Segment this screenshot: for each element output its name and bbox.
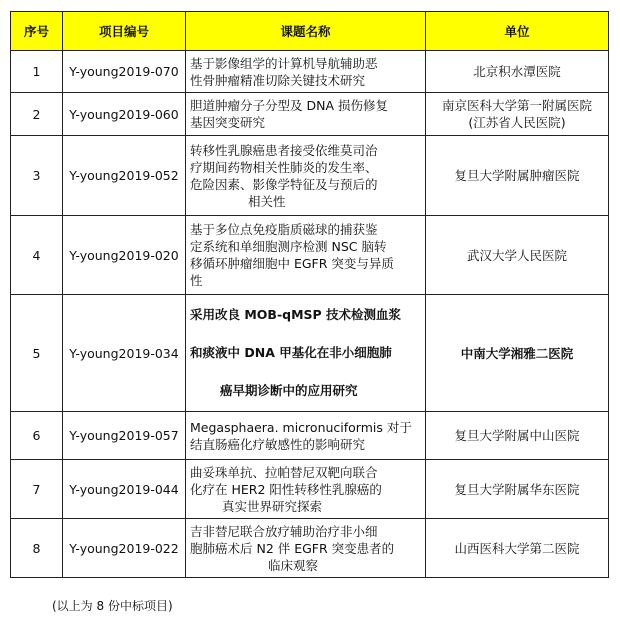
row-unit	[426, 136, 609, 216]
table-row	[11, 460, 609, 519]
row-no: 5	[11, 295, 63, 412]
title-line: 癌早期诊断中的应用研究	[220, 383, 358, 398]
title-line: 结直肠癌化疗敏感性的影响研究	[190, 436, 366, 452]
row-title	[186, 216, 426, 295]
row-title	[186, 460, 426, 519]
row-code: Y-young2019-020	[63, 216, 186, 295]
header-code: 项目编号	[63, 12, 186, 51]
title-line: 基于影像组学的计算机导航辅助恶	[190, 55, 378, 71]
title-line: 性骨肿瘤精准切除关键技术研究	[190, 72, 366, 88]
row-unit	[426, 412, 609, 460]
title-line: 相关性	[248, 193, 286, 209]
title-line: 临床观察	[268, 557, 319, 573]
title-line: 移循环肿瘤细胞中 EGFR 突变与异质	[190, 256, 394, 271]
unit-line: 复旦大学附属中山医院	[454, 428, 580, 443]
title-line: 性	[190, 273, 203, 288]
title-line: 胞肺癌术后 N2 伴 EGFR 突变患者的	[190, 540, 395, 556]
title-line: 基因突变研究	[190, 115, 266, 130]
table-row	[11, 519, 609, 578]
row-unit	[426, 51, 609, 93]
unit-line: 南京医科大学第一附属医院	[441, 98, 592, 113]
title-line: 采用改良 MOB-qMSP 技术检测血浆	[190, 307, 402, 322]
row-unit	[426, 216, 609, 295]
unit-line: 北京积水潭医院	[473, 64, 561, 79]
table-row	[11, 216, 609, 295]
row-title	[186, 295, 426, 412]
header-unit: 单位	[426, 12, 609, 51]
table-row	[11, 51, 609, 93]
row-unit	[426, 295, 609, 412]
title-line: 吉非替尼联合放疗辅助治疗非小细	[190, 523, 378, 539]
title-line: 转移性乳腺癌患者接受依维莫司治	[190, 142, 378, 158]
title-line: 危险因素、影像学特征及与预后的	[190, 176, 378, 192]
table-row	[11, 136, 609, 216]
row-code: Y-young2019-044	[63, 460, 186, 519]
title-line: Megasphaera. micronuciformis 对于	[190, 419, 412, 435]
title-line: 曲妥珠单抗、拉帕替尼双靶向联合	[190, 464, 378, 480]
unit-line: 中南大学湘雅二医院	[460, 345, 574, 361]
row-no: 8	[11, 519, 63, 578]
row-title	[186, 412, 426, 460]
row-title	[186, 51, 426, 93]
title-line: 真实世界研究探索	[222, 498, 323, 514]
row-no: 2	[11, 93, 63, 136]
title-line: 定系统和单细胞测序检测 NSC 脑转	[190, 239, 387, 254]
row-code: Y-young2019-052	[63, 136, 186, 216]
unit-line: 复旦大学附属华东医院	[454, 481, 580, 497]
row-code: Y-young2019-057	[63, 412, 186, 460]
row-unit	[426, 519, 609, 578]
header-no: 序号	[11, 12, 63, 51]
table-row	[11, 93, 609, 136]
row-no: 7	[11, 460, 63, 519]
unit-line: (江苏省人民医院)	[468, 115, 566, 130]
row-code: Y-young2019-022	[63, 519, 186, 578]
footnote: (以上为 8 份中标项目)	[52, 599, 173, 613]
title-line: 基于多位点免疫脂质磁球的捕获鉴	[190, 222, 378, 237]
row-title	[186, 136, 426, 216]
row-no: 4	[11, 216, 63, 295]
unit-line: 武汉大学人民医院	[466, 247, 567, 263]
row-unit	[426, 460, 609, 519]
unit-line: 山西医科大学第二医院	[454, 540, 580, 556]
unit-line: 复旦大学附属肿瘤医院	[454, 168, 580, 183]
row-no: 6	[11, 412, 63, 460]
title-line: 化疗在 HER2 阳性转移性乳腺癌的	[190, 481, 382, 497]
row-code: Y-young2019-034	[63, 295, 186, 412]
title-line: 和痰液中 DNA 甲基化在非小细胞肺	[190, 345, 392, 360]
row-no: 1	[11, 51, 63, 93]
table-row	[11, 412, 609, 460]
row-no: 3	[11, 136, 63, 216]
row-code: Y-young2019-060	[63, 93, 186, 136]
header-row	[11, 12, 609, 51]
header-title: 课题名称	[186, 12, 426, 51]
title-line: 胆道肿瘤分子分型及 DNA 损伤修复	[190, 98, 388, 113]
row-code: Y-young2019-070	[63, 51, 186, 93]
winning-projects-table	[10, 11, 609, 578]
row-title	[186, 93, 426, 136]
row-title	[186, 519, 426, 578]
title-line: 疗期间药物相关性肺炎的发生率、	[190, 159, 378, 175]
table-row	[11, 295, 609, 412]
row-unit	[426, 93, 609, 136]
